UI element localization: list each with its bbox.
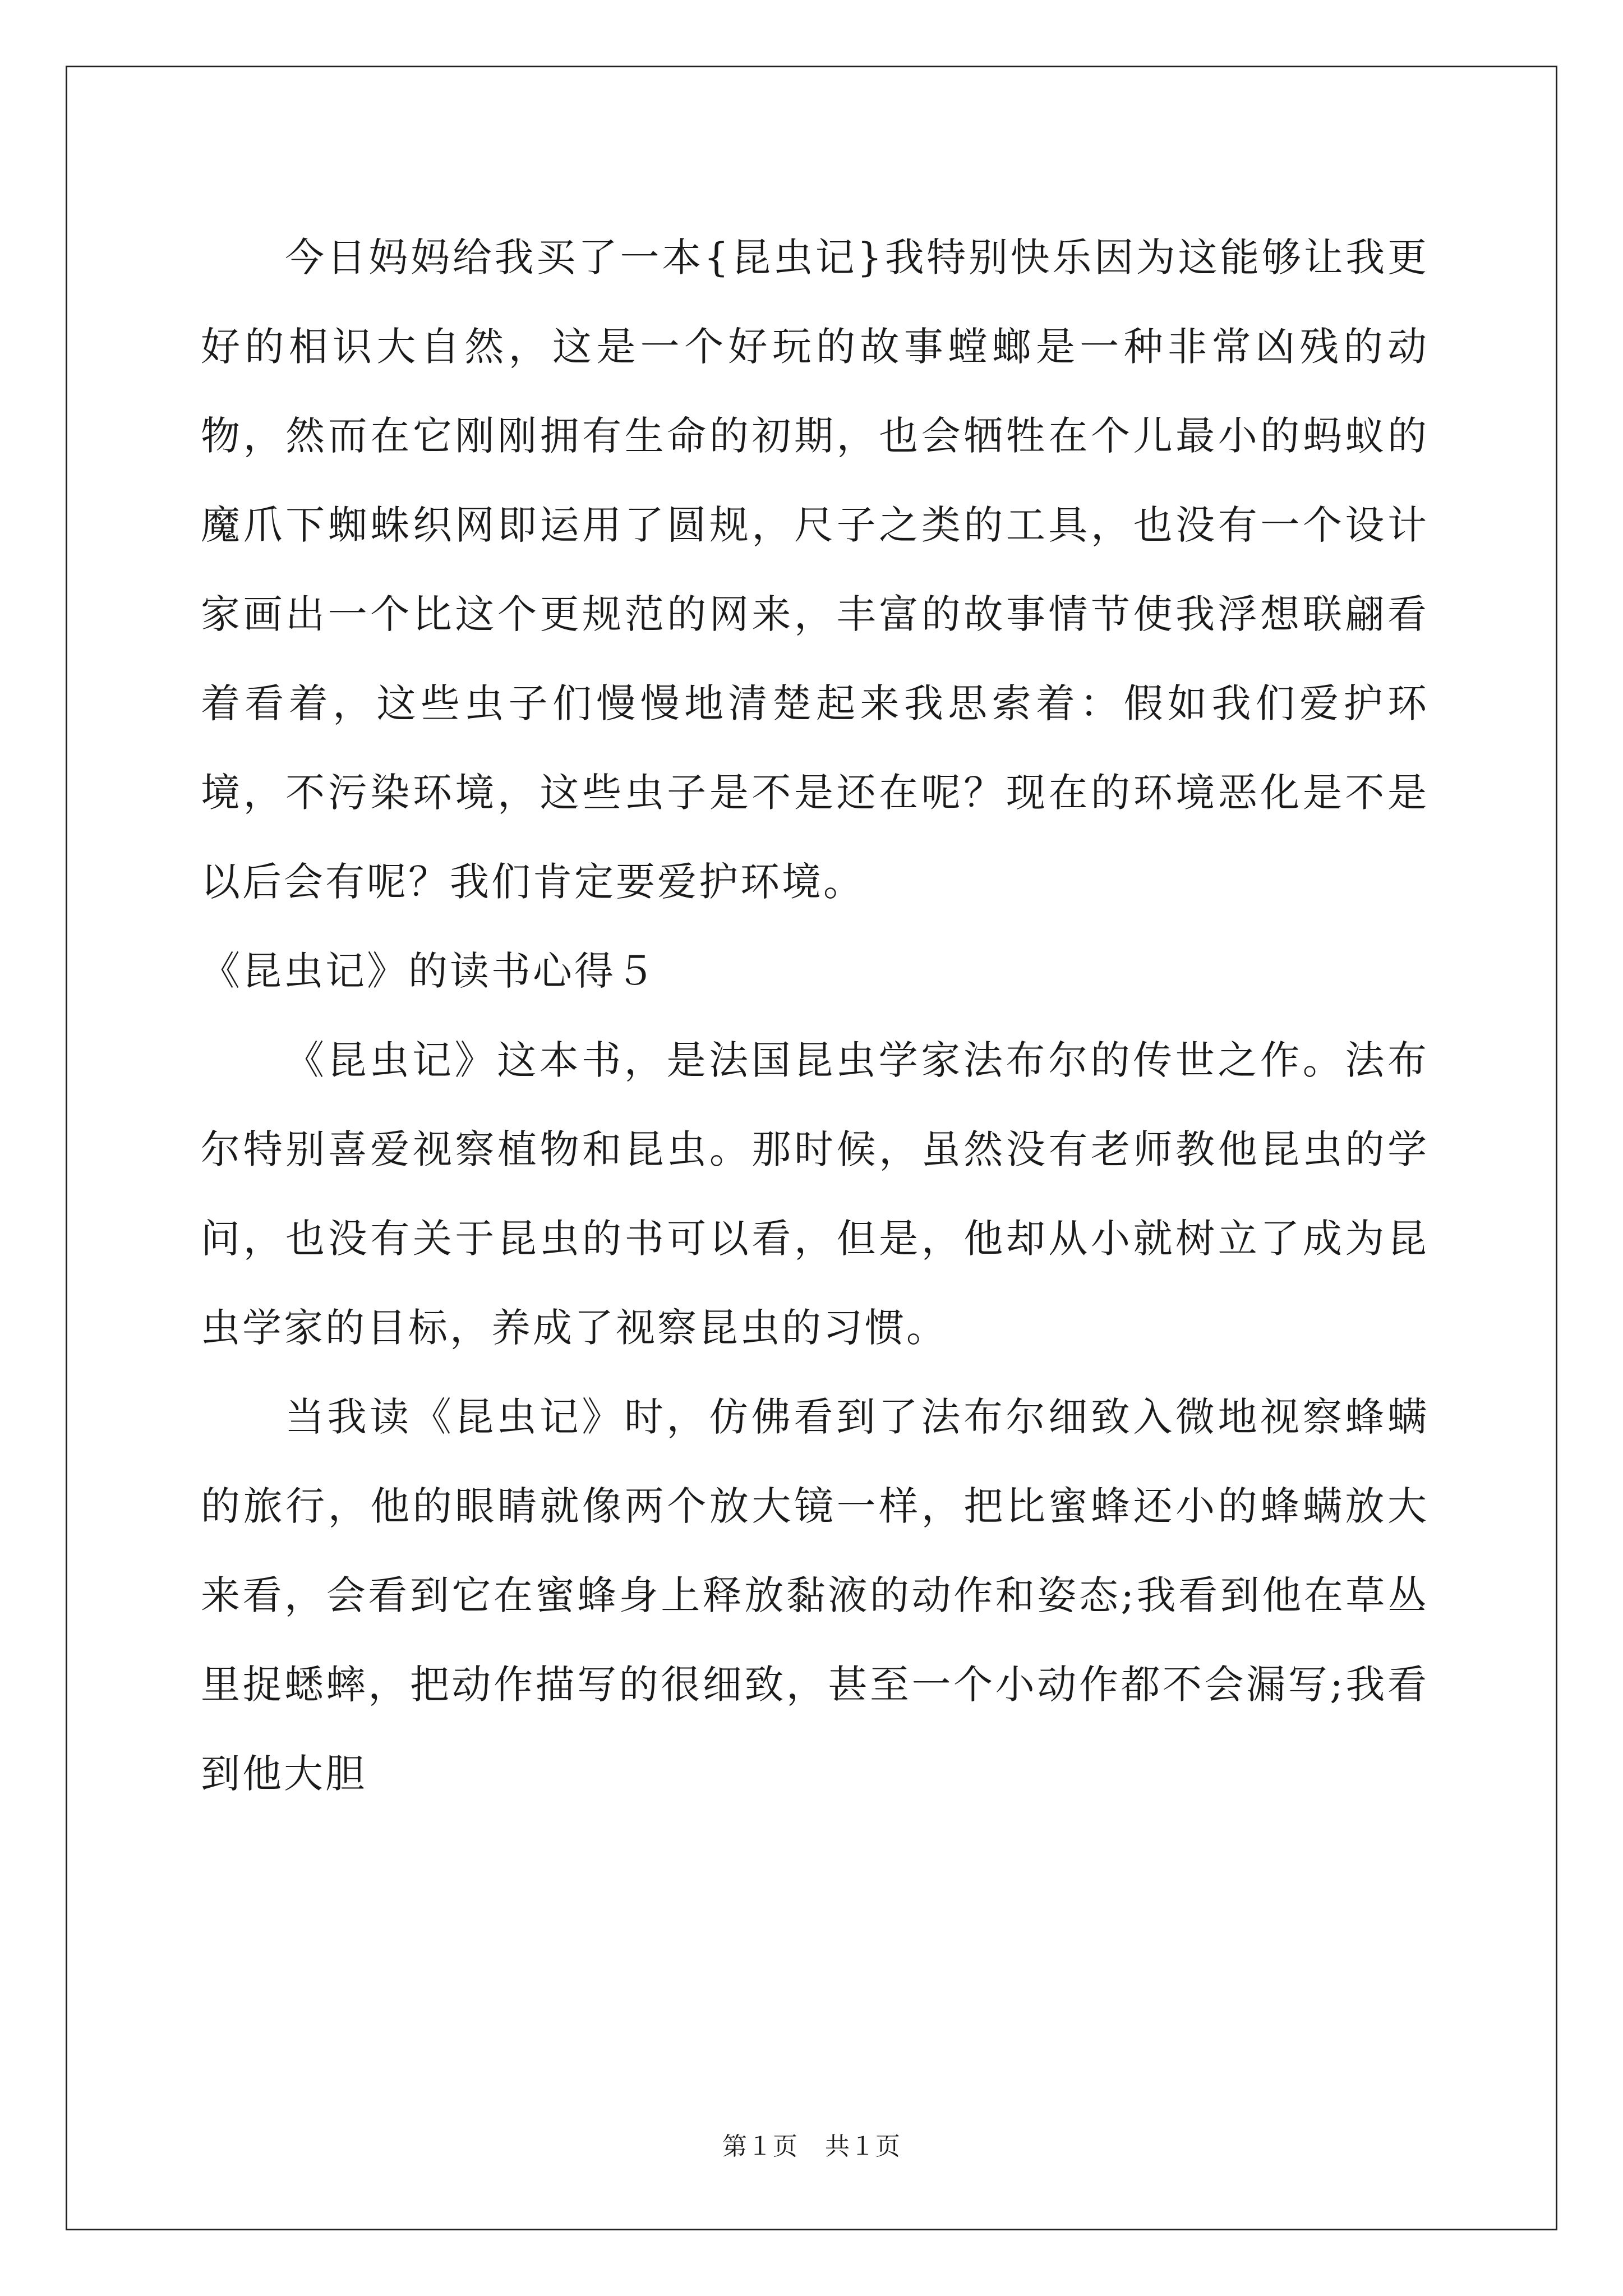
page-total: 共１页 <box>825 2132 901 2161</box>
section-heading: 《昆虫记》的读书心得５ <box>201 948 657 994</box>
page-number: 第１页 <box>722 2132 798 2161</box>
paragraph-insects-environment: 今日妈妈给我买了一本{昆虫记}我特别快乐因为这能够让我更好的相识大自然，这是一个好玩的故事螳螂是一种非常凶残的动物，然而在它刚刚拥有生命的初期，也会牺牲在个儿最小的蚂蚁的魔爪下蜘蛛织网即运用了圆规，尺子之类的工具，也没有一个设计家画出一个比这个更规范的网来，丰富的故事情节使我浮想联翩看着看着，这些虫子们慢慢地清楚起来我思索着：假如我们爱护环境，不污染环境，这些虫子是不是还在呢？现在的环境恶化是不是以后会有呢？我们肯定要爱护环境。 <box>201 234 1429 905</box>
paragraph-reading-observation: 当我读《昆虫记》时，仿佛看到了法布尔细致入微地视察蜂螨的旅行，他的眼睛就像两个放大镜一样，把比蜜蜂还小的蜂螨放大来看，会看到它在蜜蜂身上释放黏液的动作和姿态;我看到他在草丛里捉蟋蟀，把动作描写的很细致，甚至一个小动作都不会漏写;我看到他大胆 <box>201 1394 1429 1797</box>
page-footer <box>0 2126 1623 2162</box>
paragraph-fabre-intro: 《昆虫记》这本书，是法国昆虫学家法布尔的传世之作。法布尔特别喜爱视察植物和昆虫。那时候，虽然没有老师教他昆虫的学问，也没有关于昆虫的书可以看，但是，他却从小就树立了成为昆虫学家的目标，养成了视察昆虫的习惯。 <box>201 1037 1429 1351</box>
document-body <box>201 213 1429 1819</box>
